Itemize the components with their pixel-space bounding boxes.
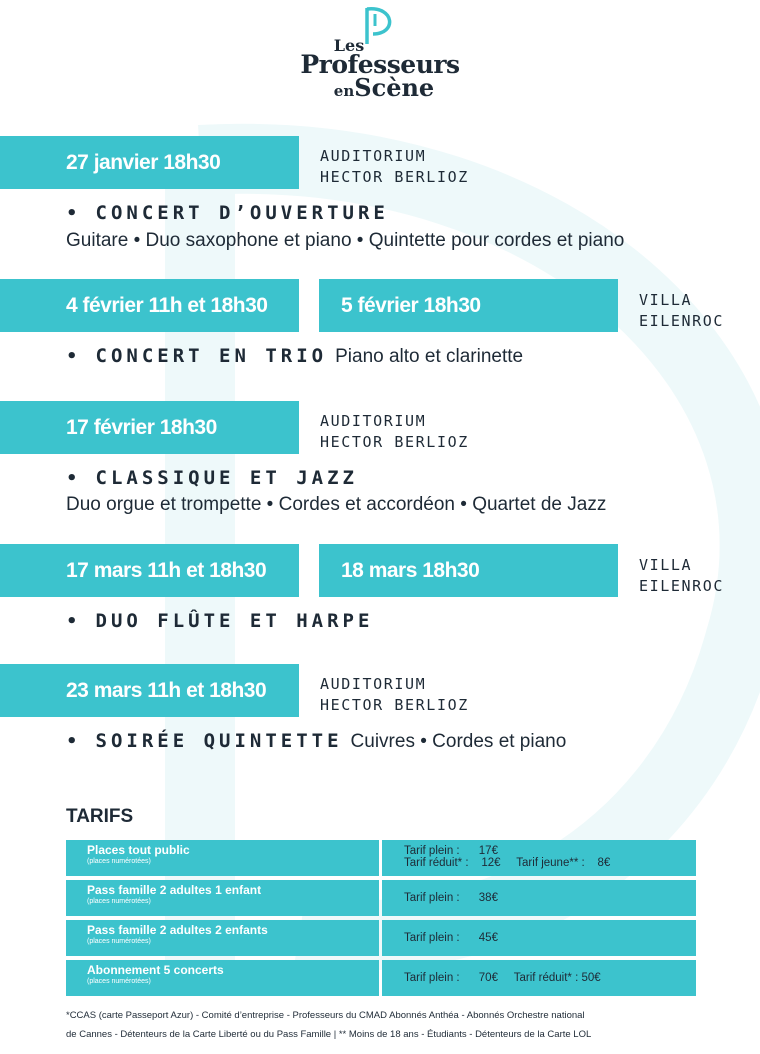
event-1-title: CONCERT D’OUVERTURE — [95, 202, 389, 224]
footnote-line: *CCAS (carte Passeport Azur) - Comité d’entreprise - Professeurs du CMAD Abonnés Anthéa - Abonnés Orchestre national — [66, 1010, 585, 1021]
venue-line: HECTOR BERLIOZ — [320, 168, 469, 186]
event-5-title: SOIRÉE QUINTETTE — [95, 730, 343, 752]
footnote — [66, 1006, 706, 1044]
tarif-price-line: Tarif plein : 38€ — [404, 892, 498, 904]
event-3-title-line — [66, 467, 358, 489]
event-5-subtitle: Cuivres • Cordes et piano — [350, 731, 567, 752]
event-4-title: DUO FLÛTE ET HARPE — [95, 610, 374, 632]
event-1-title-line — [66, 202, 389, 224]
tarif-label-cell — [66, 960, 379, 996]
tarif-price-cell — [382, 920, 696, 956]
venue-line: AUDITORIUM — [320, 412, 427, 430]
tarif-price-line: Tarif plein : 45€ — [404, 932, 498, 944]
venue-line: HECTOR BERLIOZ — [320, 696, 469, 714]
bullet: • — [66, 203, 78, 224]
tarif-label: Pass famille 2 adultes 1 enfant — [87, 883, 262, 897]
tarif-label-cell — [66, 880, 379, 916]
tarif-price-cell — [382, 960, 696, 996]
bullet: • — [66, 611, 78, 632]
event-3-date: 17 février 18h30 — [0, 401, 299, 454]
tarif-sublabel: (places numérotées) — [87, 898, 151, 905]
logo-word-scene: Scène — [354, 72, 435, 102]
tarif-label-cell — [66, 920, 379, 956]
event-2-title-line — [66, 345, 523, 368]
event-2-date-2: 5 février 18h30 — [319, 279, 618, 332]
tarif-sublabel: (places numérotées) — [87, 938, 151, 945]
event-2-title: CONCERT EN TRIO — [95, 345, 328, 367]
event-3-description: Duo orgue et trompette • Cordes et accordéon • Quartet de Jazz — [66, 494, 607, 515]
tarif-price-line: Tarif plein : 70€ Tarif réduit* : 50€ — [404, 972, 601, 984]
event-4-title-line — [66, 610, 373, 632]
tarif-label-cell — [66, 840, 379, 876]
tarifs-heading: TARIFS — [66, 806, 134, 827]
venue-line: VILLA — [639, 556, 693, 574]
event-2-venue — [639, 290, 724, 332]
venue-line: EILENROC — [639, 312, 725, 330]
tarif-row — [66, 880, 696, 916]
logo — [0, 0, 760, 110]
event-1-description: Guitare • Duo saxophone et piano • Quintette pour cordes et piano — [66, 230, 625, 251]
tarif-price-line: Tarif réduit* : 12€ Tarif jeune** : 8€ — [404, 857, 611, 869]
tarif-price-cell — [382, 840, 696, 876]
event-5-date: 23 mars 11h et 18h30 — [0, 664, 299, 717]
bullet: • — [66, 731, 78, 752]
logo-word-en: en — [333, 81, 355, 100]
venue-line: EILENROC — [639, 577, 725, 595]
venue-line: HECTOR BERLIOZ — [320, 433, 469, 451]
event-1-date: 27 janvier 18h30 — [0, 136, 299, 189]
event-5-title-line — [66, 730, 566, 753]
logo-wordmark — [0, 38, 760, 100]
logo-line-les: Les — [333, 36, 365, 55]
event-2-subtitle: Piano alto et clarinette — [335, 346, 524, 367]
tarif-label: Abonnement 5 concerts — [87, 963, 224, 977]
event-2-date-1: 4 février 11h et 18h30 — [0, 279, 299, 332]
bullet: • — [66, 346, 78, 367]
tarif-label: Pass famille 2 adultes 2 enfants — [87, 923, 268, 937]
tarif-sublabel: (places numérotées) — [87, 858, 151, 865]
bullet: • — [66, 468, 78, 489]
event-1-venue — [320, 146, 469, 188]
event-4-date-1: 17 mars 11h et 18h30 — [0, 544, 299, 597]
event-4-date-2: 18 mars 18h30 — [319, 544, 618, 597]
footnote-line: de Cannes - Détenteurs de la Carte Liberté ou du Pass Famille | ** Moins de 18 ans - Étudiants - Détenteurs de la Carte LOL — [66, 1029, 592, 1040]
tarif-price-line: Tarif plein : 17€ — [404, 845, 498, 857]
venue-line: AUDITORIUM — [320, 147, 427, 165]
event-3-title: CLASSIQUE ET JAZZ — [95, 467, 358, 489]
logo-line-professeurs: Professeurs — [300, 50, 460, 80]
event-3-venue — [320, 411, 469, 453]
event-5-venue — [320, 674, 469, 716]
venue-line: VILLA — [639, 291, 693, 309]
venue-line: AUDITORIUM — [320, 675, 427, 693]
tarif-row — [66, 960, 696, 996]
tarif-sublabel: (places numérotées) — [87, 978, 151, 985]
tarif-row — [66, 840, 696, 876]
tarif-row — [66, 920, 696, 956]
logo-line-en-scene — [8, 72, 760, 102]
tarif-price-cell — [382, 880, 696, 916]
tarif-label: Places tout public — [87, 843, 190, 857]
event-4-venue — [639, 555, 724, 597]
